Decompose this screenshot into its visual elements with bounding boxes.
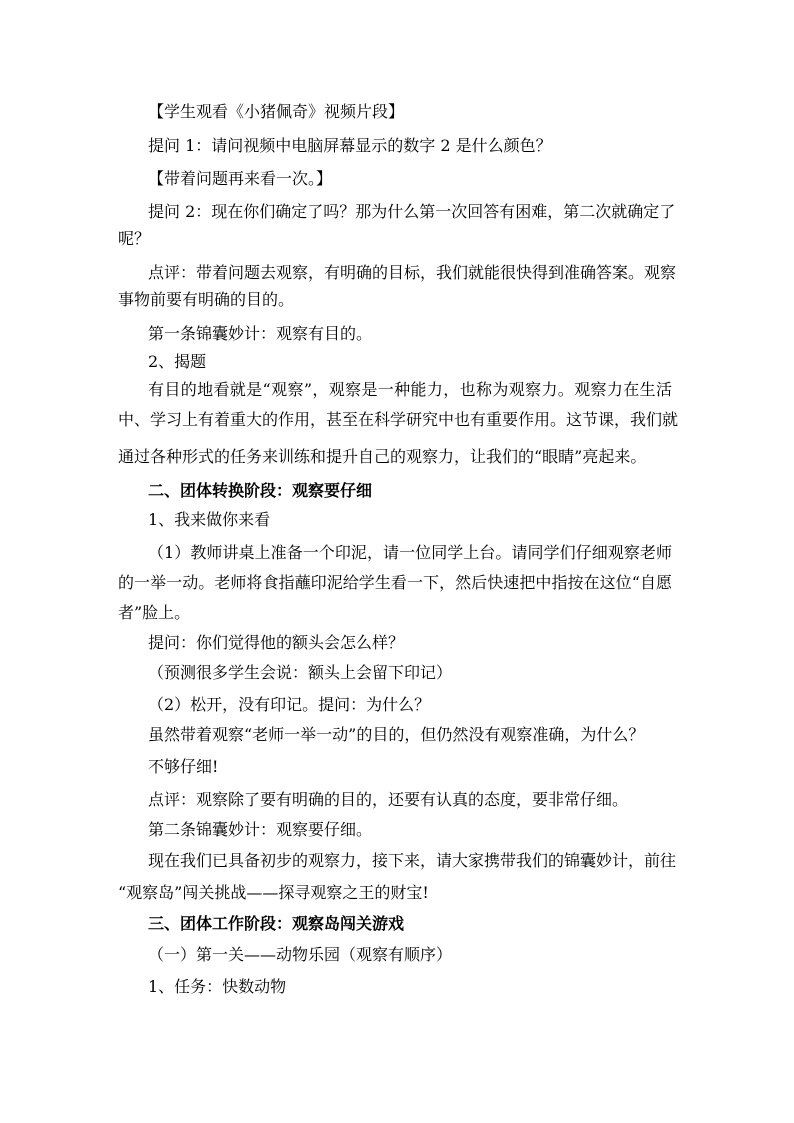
release-question: （2）松开，没有印记。提问：为什么？ bbox=[148, 695, 431, 714]
task-1-title: 1、任务：快数动物 bbox=[148, 977, 287, 996]
comment-1-line-2: 事物前要有明确的目的。 bbox=[118, 290, 295, 309]
question-1: 提问 1：请问视频中电脑屏幕显示的数字 2 是什么颜色？ bbox=[148, 136, 552, 155]
not-careful-answer: 不够仔细! bbox=[148, 757, 219, 776]
section-reveal-topic: 2、揭题 bbox=[148, 352, 207, 371]
prediction-note: （预测很多学生会说：额头上会留下印记） bbox=[148, 663, 453, 682]
activity-1-title: 1、我来做你来看 bbox=[148, 510, 271, 529]
tip-1: 第一条锦囊妙计：观察有目的。 bbox=[148, 324, 373, 343]
comment-1-line-1: 点评：带着问题去观察，有明确的目标，我们就能很快得到准确答案。观察 bbox=[148, 263, 677, 282]
comment-2: 点评：观察除了要有明确的目的，还要有认真的态度，要非常仔细。 bbox=[148, 790, 629, 809]
question-forehead: 提问：你们觉得他的额头会怎么样？ bbox=[148, 633, 405, 652]
transition-line-1: 现在我们已具备初步的观察力，接下来，请大家携带我们的锦囊妙计，前往 bbox=[148, 851, 677, 870]
activity-1-line-3: 者”脸上。 bbox=[118, 603, 191, 622]
heading-section-2: 二、团体转换阶段：观察要仔细 bbox=[148, 481, 373, 500]
question-2-line-2: 呢？ bbox=[118, 229, 151, 248]
transition-line-2: “观察岛”闯关挑战——探寻观察之王的财宝! bbox=[118, 883, 429, 902]
activity-1-line-1: （1）教师讲桌上准备一个印泥，请一位同学上台。请同学们仔细观察老师 bbox=[148, 543, 672, 562]
why-question: 虽然带着观察“老师一举一动”的目的，但仍然没有观察准确，为什么？ bbox=[148, 725, 645, 744]
video-clip-note: 【学生观看《小猪佩奇》视频片段】 bbox=[148, 102, 405, 121]
level-1-title: （一）第一关——动物乐园（观察有顺序） bbox=[148, 945, 453, 964]
tip-2: 第二条锦囊妙计：观察要仔细。 bbox=[148, 820, 373, 839]
activity-1-line-2: 的一举一动。老师将食指蘸印泥给学生看一下，然后快速把中指按在这位“自愿 bbox=[118, 573, 672, 592]
topic-para-line-2: 中、学习上有着重大的作用，甚至在科学研究中也有重要作用。这节课，我们就 bbox=[118, 410, 679, 429]
topic-para-line-1: 有目的地看就是“观察”，观察是一种能力，也称为观察力。观察力在生活 bbox=[148, 380, 672, 399]
question-2-line-1: 提问 2：现在你们确定了吗？那为什么第一次回答有困难，第二次就确定了 bbox=[148, 202, 676, 221]
watch-again-note: 【带着问题再来看一次。】 bbox=[148, 169, 333, 188]
topic-para-line-3: 通过各种形式的任务来训练和提升自己的观察力，让我们的“眼睛”亮起来。 bbox=[118, 447, 647, 466]
heading-section-3: 三、团体工作阶段：观察岛闯关游戏 bbox=[148, 914, 405, 933]
